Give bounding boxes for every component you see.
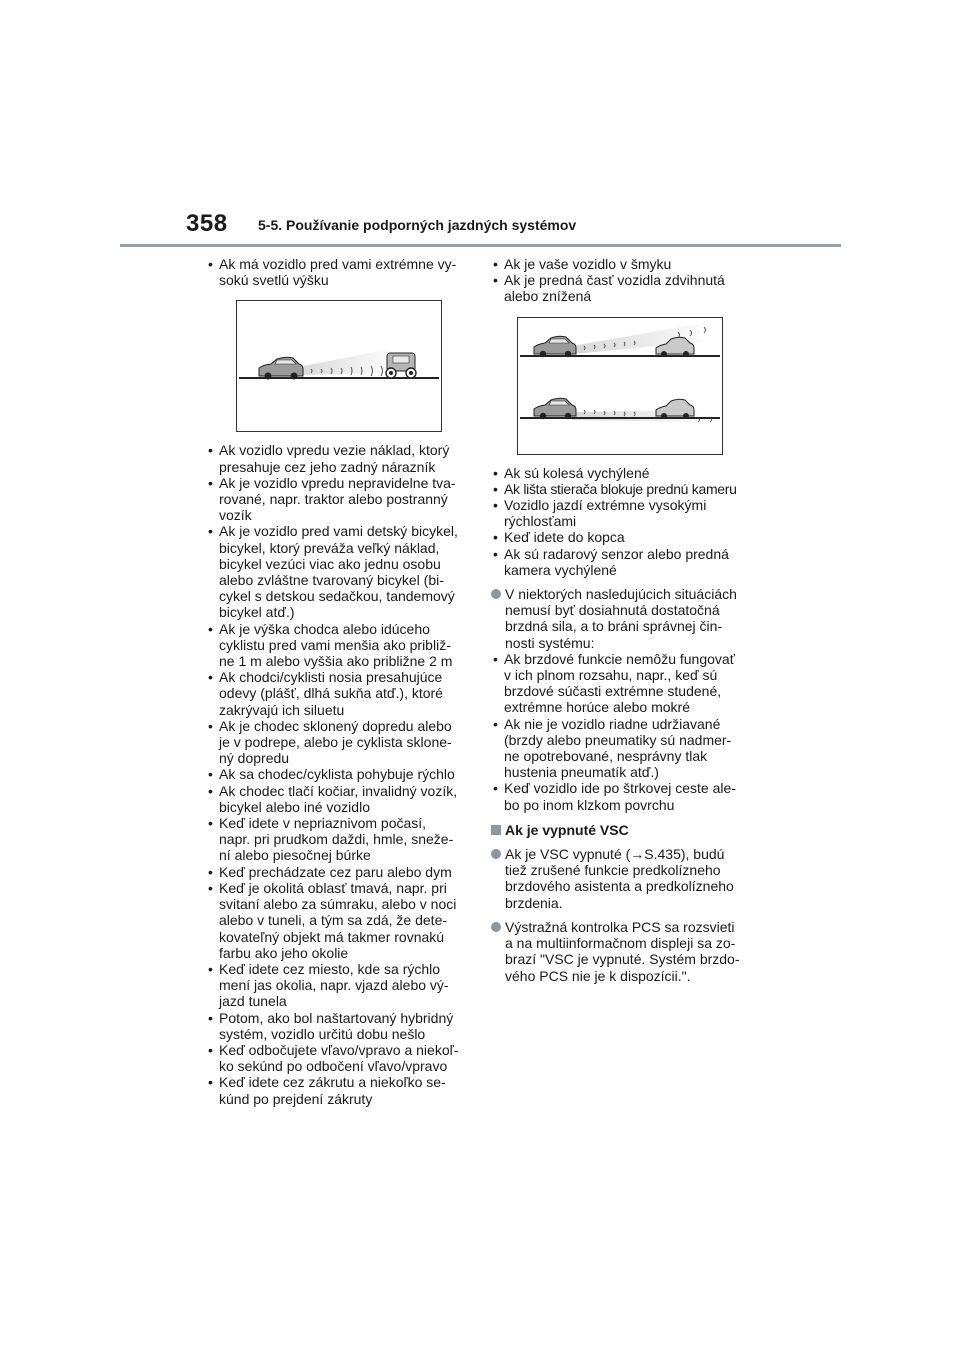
note-text: Ak je VSC vypnuté (→S.435), budú tiež zrušené funkcie predkolízneho brzdového asistenta a predkolízneho brzdenia. <box>505 846 734 911</box>
note-text: V niektorých nasledujúcich situáciách nemusí byť dosiahnutá dostatočná brzdná sila, a to bráni správnej čin- nosti systému: <box>505 586 737 651</box>
list-item: • Ak vozidlo vpredu vezie náklad, ktorý presahuje cez jeho zadný nárazník <box>206 442 472 474</box>
list-item: • Keď odbočujete vľavo/vpravo a niekoľ- ko sekúnd po odbočení vľavo/vpravo <box>206 1042 472 1074</box>
left-intro-list <box>206 256 472 288</box>
illustration-svg <box>518 318 722 454</box>
list-item: • Ak sa chodec/cyklista pohybuje rýchlo <box>206 766 472 782</box>
list-item: • Keď prechádzate cez paru alebo dym <box>206 864 472 880</box>
note-text: Výstražná kontrolka PCS sa rozsvieti a na multiinformačnom displeji sa zo- brazí "VSC je vypnuté. Systém brzdo- vého PCS nie je k dispozícii.". <box>505 918 740 984</box>
high-clearance-vehicle-illustration <box>236 300 442 432</box>
list-item: • Ak lišta stierača blokuje prednú kameru <box>491 481 753 497</box>
right-items-list <box>491 465 753 578</box>
list-item: • Ak chodci/cyklisti nosia presahujúce odevy (plášť, dlhá sukňa atď.), ktoré zakrývajú ich siluetu <box>206 669 472 718</box>
list-item: • Keď idete v nepriaznivom počasí, napr. pri prudkom daždi, hmle, sneže- ní alebo piesočnej búrke <box>206 815 472 864</box>
list-item: • Potom, ako bol naštartovaný hybridný systém, vozidlo určitú dobu nešlo <box>206 1010 472 1042</box>
circle-bullet-icon <box>491 922 501 932</box>
list-item: • Keď vozidlo ide po štrkovej ceste ale- bo po inom klzkom povrchu <box>491 780 753 812</box>
list-item: • Vozidlo jazdí extrémne vysokými rýchlosťami <box>491 497 753 529</box>
vsc-off-heading <box>491 822 753 838</box>
list-item: • Ak je chodec sklonený dopredu alebo je v podrepe, alebo je cyklista sklone- ný dopredu <box>206 718 472 767</box>
list-item: • Ak je výška chodca alebo idúceho cyklistu pred vami menšia ako približ- ne 1 m alebo vyššia ako približne 2 m <box>206 621 472 670</box>
list-item: • Ak je predná časť vozidla zdvihnutá alebo znížená <box>491 272 753 304</box>
list-item: • Ak nie je vozidlo riadne udržiavané (brzdy alebo pneumatiky sú nadmer- ne opotrebované, nesprávny tlak hustenia pneumatík atď.) <box>491 716 753 781</box>
vehicle-pitch-illustration <box>517 317 723 455</box>
list-item: • Ak sú kolesá vychýlené <box>491 465 753 481</box>
illustration-svg <box>237 301 441 431</box>
list-item: • Keď idete cez miesto, kde sa rýchlo mení jas okolia, napr. vjazd alebo vý- jazd tunela <box>206 961 472 1010</box>
left-column <box>206 256 472 1107</box>
list-item: • Ak má vozidlo pred vami extrémne vy- sokú svetlú výšku <box>206 256 472 288</box>
list-item: • Ak je vozidlo pred vami detský bicykel, bicykel, ktorý preváža veľký náklad, bicykel vezúci viac ako jednu osobu alebo zvláštne tvarovaný bicykel (bi- cykel s detskou sedačkou, tandemový bicykel atď.) <box>206 523 472 620</box>
braking-force-list <box>491 651 753 813</box>
list-item: • Keď je okolitá oblasť tmavá, napr. pri svitaní alebo za súmraku, alebo v noci alebo v tuneli, a tým sa zdá, že dete- kovateľný objekt má takmer rovnakú farbu ako jeho okolie <box>206 880 472 961</box>
page-number: 358 <box>186 210 228 237</box>
list-item: • Keď idete do kopca <box>491 529 753 545</box>
braking-force-note <box>491 586 753 813</box>
circle-bullet-icon <box>491 589 501 599</box>
list-item: • Ak brzdové funkcie nemôžu fungovať v ich plnom rozsahu, napr., keď sú brzdové súčasti extrémne studené, extrémne horúce alebo mokré <box>491 651 753 716</box>
vsc-note-2 <box>491 919 753 984</box>
section-title: 5-5. Používanie podporných jazdných systémov <box>258 217 577 233</box>
vsc-note-1 <box>491 846 753 911</box>
header-rule <box>120 244 841 247</box>
circle-bullet-icon <box>491 849 501 859</box>
square-bullet-icon <box>491 825 501 835</box>
left-items-list <box>206 442 472 1106</box>
list-item: • Ak sú radarový senzor alebo predná kamera vychýlené <box>491 546 753 578</box>
heading-text: Ak je vypnuté VSC <box>505 821 629 838</box>
list-item: • Keď idete cez zákrutu a niekoľko se- kúnd po prejdení zákruty <box>206 1074 472 1106</box>
right-column <box>491 256 753 984</box>
list-item: • Ak chodec tlačí kočiar, invalidný vozík, bicykel alebo iné vozidlo <box>206 783 472 815</box>
list-item: • Ak je vaše vozidlo v šmyku <box>491 256 753 272</box>
right-intro-list <box>491 256 753 305</box>
list-item: • Ak je vozidlo vpredu nepravidelne tva- rované, napr. traktor alebo postranný vozík <box>206 475 472 524</box>
